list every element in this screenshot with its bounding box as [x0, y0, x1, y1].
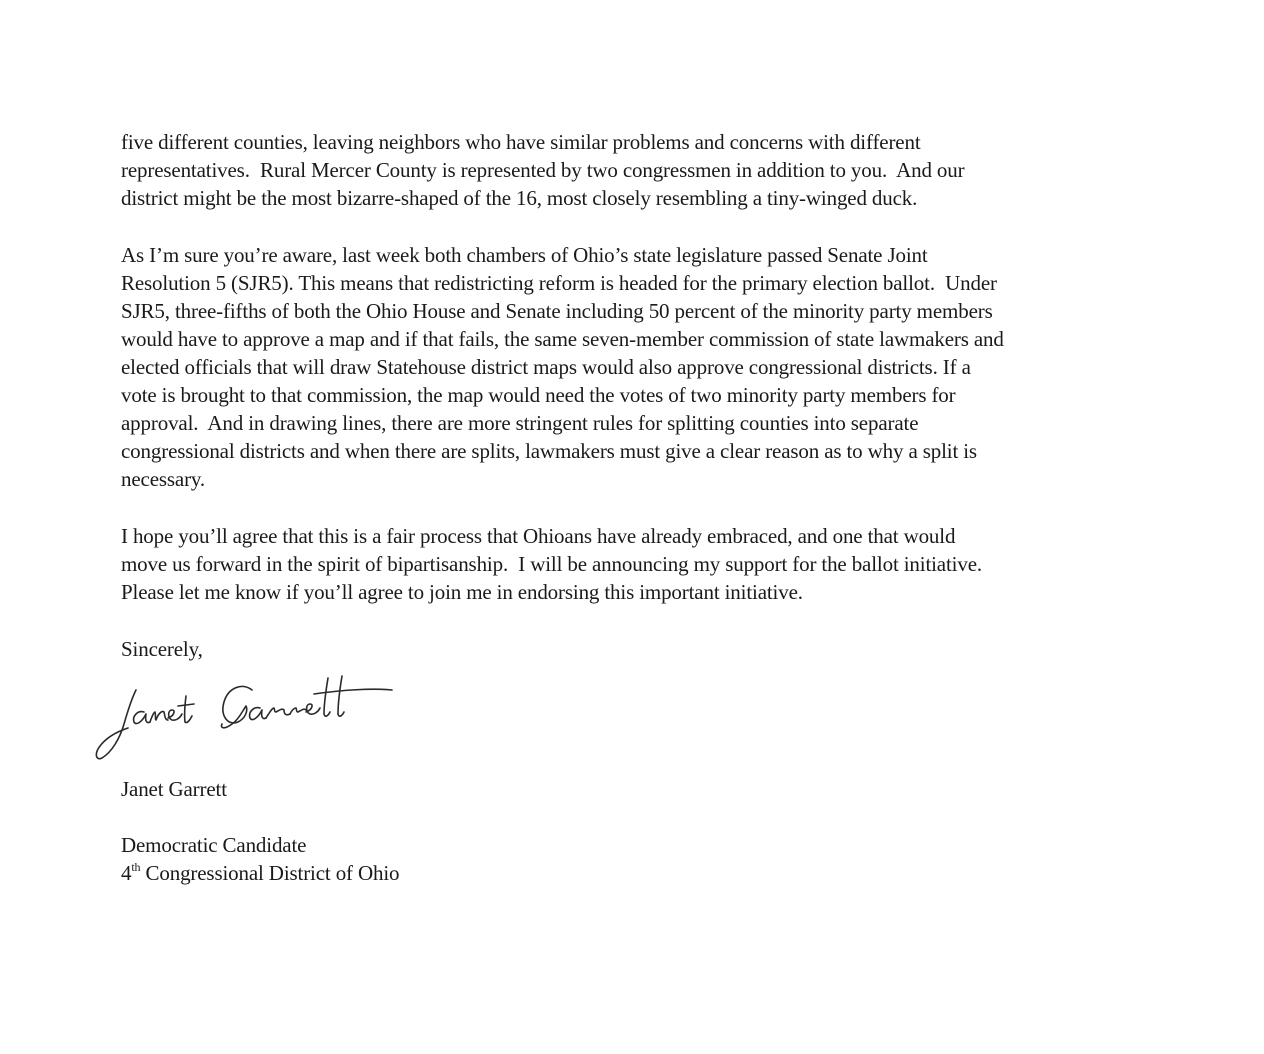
paragraph-2-line-9: necessary.	[121, 467, 206, 491]
paragraph-3-line-1: I hope you’ll agree that this is a fair process that Ohioans have already embraced, and one that would	[121, 524, 956, 548]
paragraph-1-line-1: five different counties, leaving neighbors who have similar problems and concerns with different	[121, 130, 921, 154]
district-name: Congressional District of Ohio	[140, 861, 400, 885]
signature-image	[92, 668, 402, 768]
paragraph-2-line-7: approval. And in drawing lines, there are more stringent rules for splitting counties into separate	[121, 411, 919, 435]
paragraph-1-line-3: district might be the most bizarre-shaped of the 16, most closely resembling a tiny-winged duck.	[121, 186, 918, 210]
signer-district	[121, 859, 399, 887]
paragraph-3-line-3: Please let me know if you’ll agree to join me in endorsing this important initiative.	[121, 580, 803, 604]
paragraph-2-line-1: As I’m sure you’re aware, last week both chambers of Ohio’s state legislature passed Senate Joint	[121, 243, 928, 267]
signer-name: Janet Garrett	[121, 777, 227, 801]
district-ordinal-suffix: th	[131, 860, 141, 874]
paragraph-3-line-2: move us forward in the spirit of bipartisanship. I will be announcing my support for the ballot initiative.	[121, 552, 982, 576]
paragraph-2-line-5: elected officials that will draw Statehouse district maps would also approve congressional districts. If a	[121, 355, 971, 379]
district-number: 4	[121, 861, 132, 885]
salutation: Sincerely,	[121, 637, 203, 661]
paragraph-2-line-3: SJR5, three-fifths of both the Ohio House and Senate including 50 percent of the minority party members	[121, 299, 993, 323]
signer-title: Democratic Candidate	[121, 833, 307, 857]
paragraph-1-line-2: representatives. Rural Mercer County is represented by two congressmen in addition to you. And our	[121, 158, 965, 182]
paragraph-2-line-4: would have to approve a map and if that fails, the same seven-member commission of state lawmakers and	[121, 327, 1004, 351]
paragraph-2-line-8: congressional districts and when there are splits, lawmakers must give a clear reason as to why a split is	[121, 439, 977, 463]
paragraph-2-line-2: Resolution 5 (SJR5). This means that redistricting reform is headed for the primary election ballot. Under	[121, 271, 997, 295]
paragraph-2-line-6: vote is brought to that commission, the map would need the votes of two minority party members for	[121, 383, 956, 407]
